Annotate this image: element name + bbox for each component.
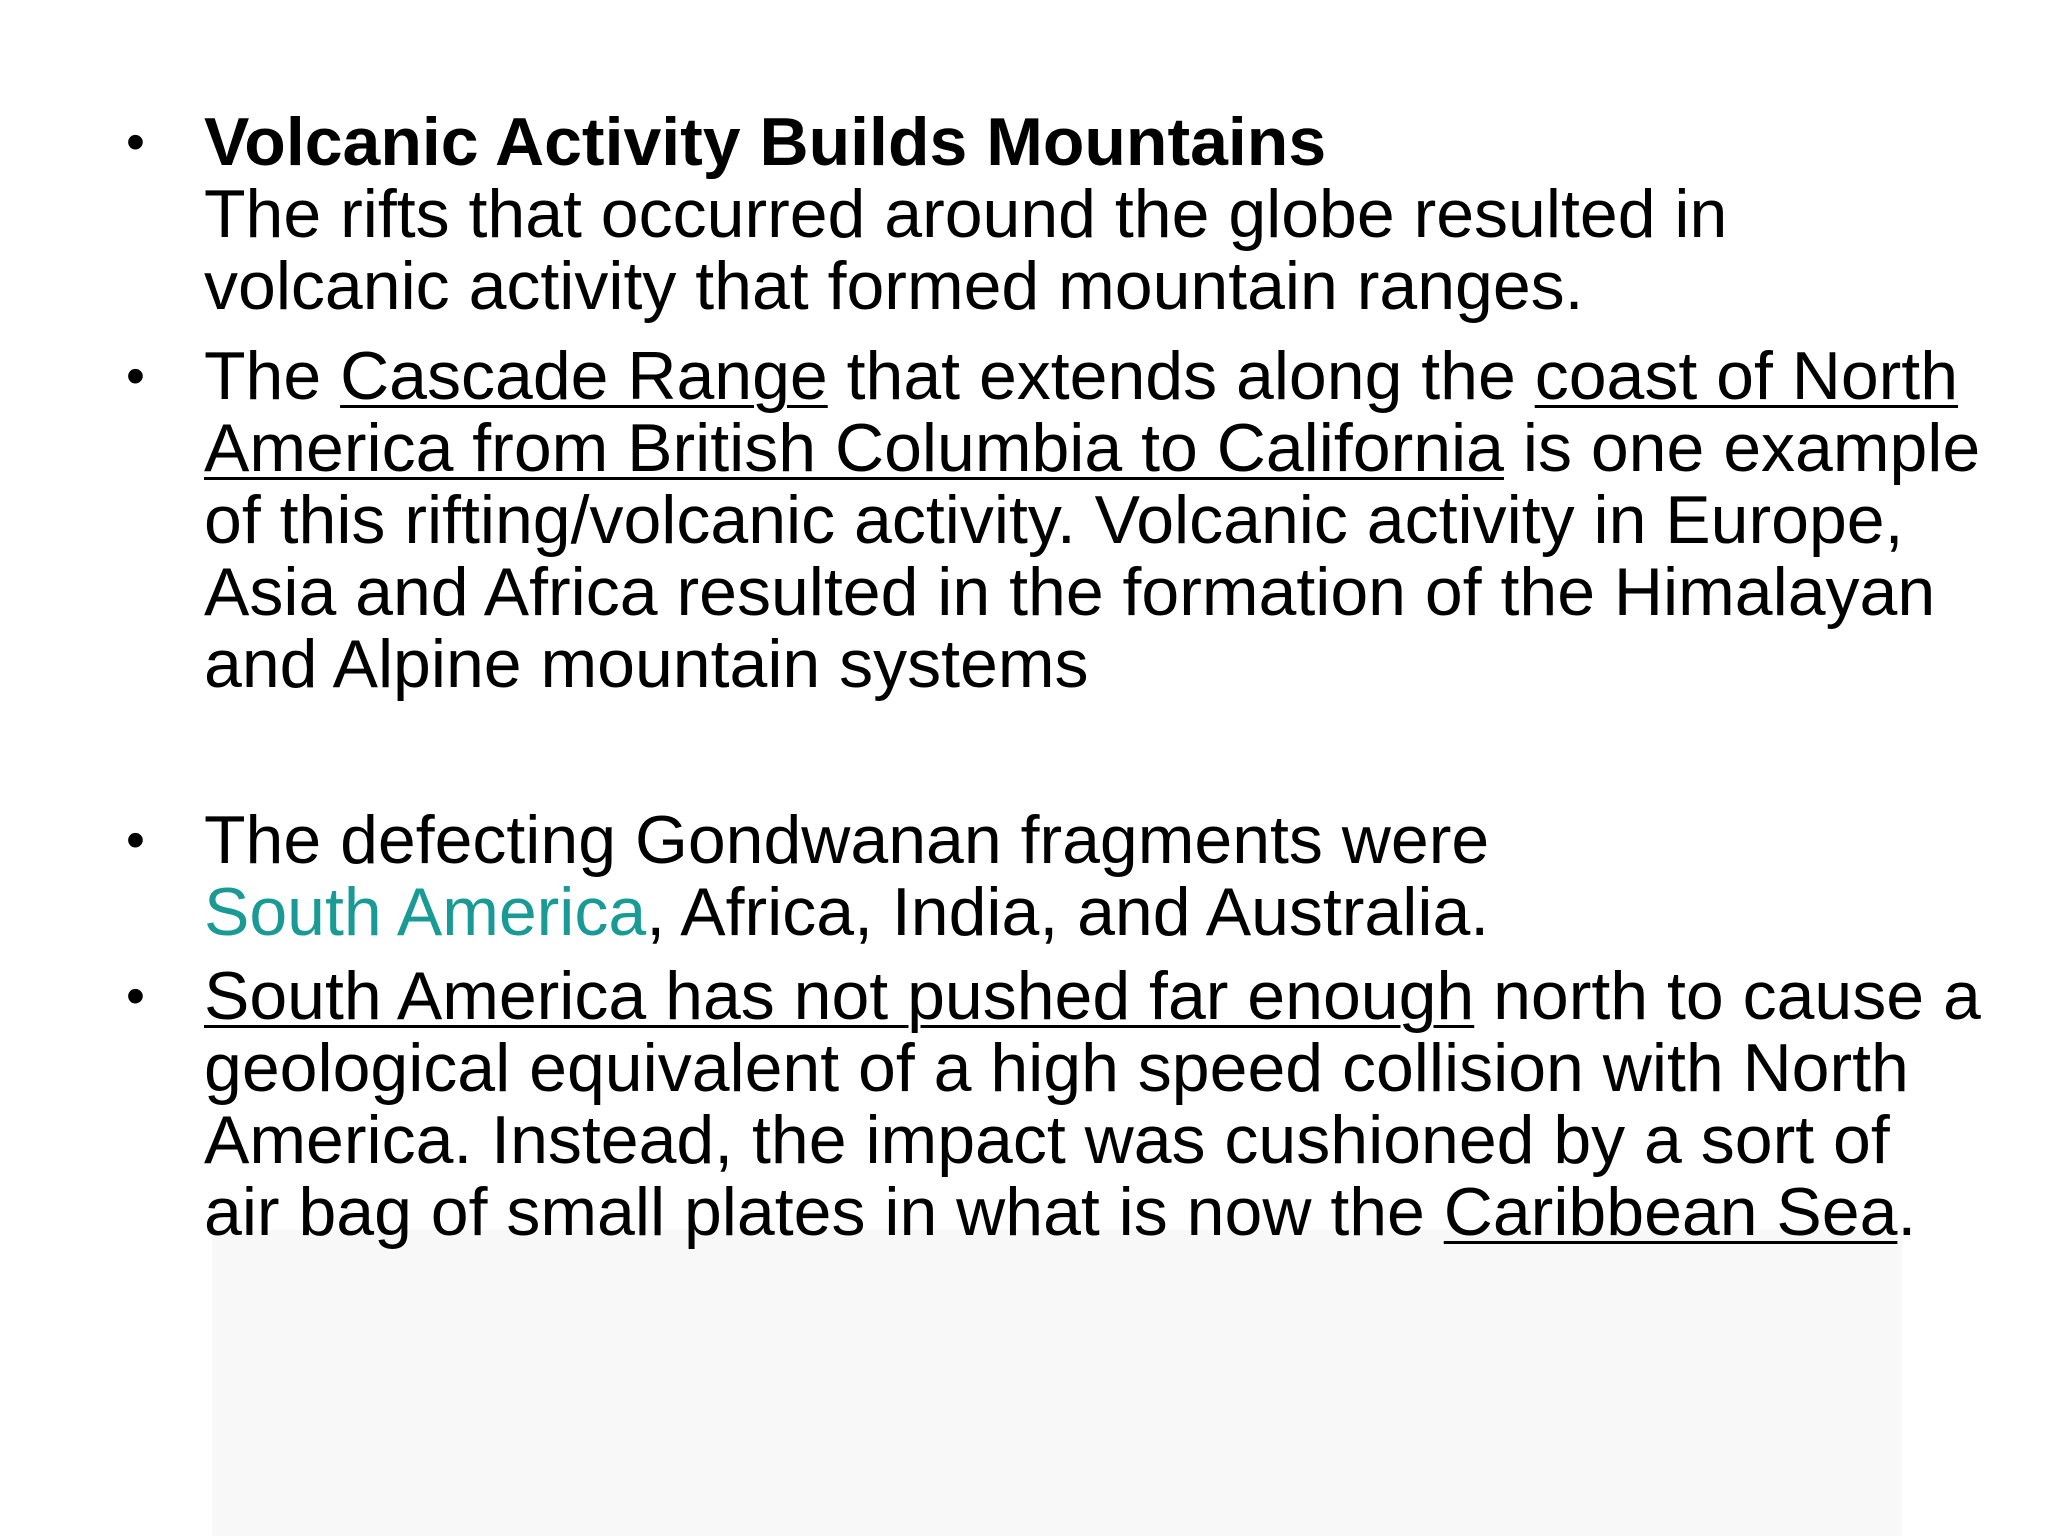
bullet-dot: • [126, 966, 145, 1026]
bullet-text: , Africa, India, and Australia. [646, 874, 1490, 950]
coast-link[interactable]: coast of North America from British Columbia to California [204, 338, 1959, 486]
bullet-gondwanan-fragments [122, 804, 1982, 948]
bullet-volcanic-activity [122, 106, 1982, 322]
background-panel [212, 1230, 1902, 1536]
bullet-text: The [204, 338, 341, 414]
south-america-highlight: South America [204, 874, 647, 950]
bullet-text: The defecting Gondwanan fragments were [204, 802, 1490, 878]
bullet-dot: • [126, 112, 145, 172]
bullet-cascade-range [122, 340, 1982, 700]
bullet-text: . [1897, 1174, 1917, 1250]
bullet-heading: Volcanic Activity Builds Mountains [204, 104, 1327, 180]
bullet-text: north to cause a geological equivalent of a high speed collision with North America. Instead, the impact was cushioned by a sort of air bag of small plates in what is now the [204, 958, 1981, 1250]
bullet-text: is one example of this rifting/volcanic activity. Volcanic activity in Europe, Asia and Africa resulted in the formation of the Himalayan and Alpine mountain systems [204, 410, 1981, 702]
bullet-text: that extends along the [827, 338, 1535, 414]
bullet-list [122, 106, 1982, 1248]
south-america-link[interactable]: South America has not pushed far enough [204, 958, 1475, 1034]
bullet-text: The rifts that occurred around the globe resulted in volcanic activity that formed mountain ranges. [204, 176, 1728, 324]
bullet-dot: • [126, 810, 145, 870]
cascade-range-link[interactable]: Cascade Range [340, 338, 828, 414]
bullet-south-america [122, 960, 1982, 1248]
bullet-dot: • [126, 346, 145, 406]
caribbean-sea-link[interactable]: Caribbean Sea [1443, 1174, 1898, 1250]
